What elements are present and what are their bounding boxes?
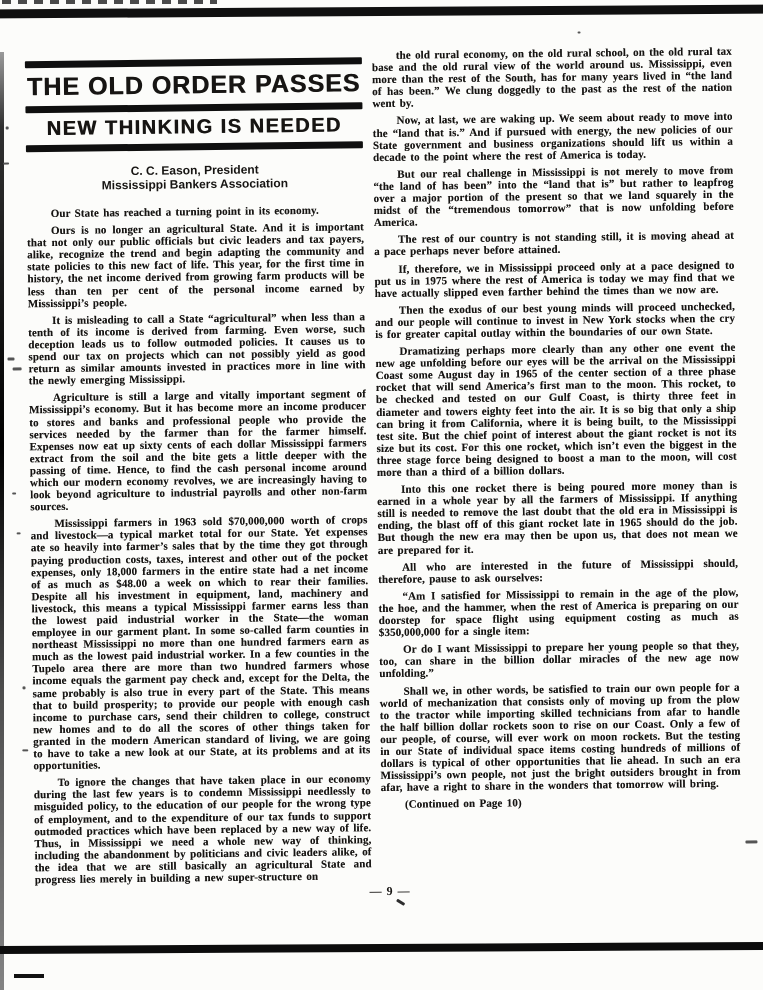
byline-author: C. C. Eason, President bbox=[130, 162, 259, 179]
byline-organization: Mississippi Bankers Association bbox=[101, 176, 289, 193]
left-column bbox=[25, 57, 372, 891]
article-title-line2: NEW THINKING IS NEEDED bbox=[46, 114, 342, 141]
byline bbox=[26, 161, 363, 193]
scan-speck bbox=[12, 492, 16, 494]
paragraph: “Am I satisfied for Mississippi to remain in the age of the plow, the hoe, and the hammer, when the rest of America is preparing on our doorstep for space flight using equipment costing as much as $350,000,000 for a single item: bbox=[378, 586, 739, 640]
paragraph: Into this one rocket there is being poured more money than is earned in a whole year by all the farmers of Mississippi. If anything still is needed to remove the last doubt that the old era in Mississippi is ending, the blast off of this giant rocket late in 1965 should do the job. But though the new era may then be upon us, that does not mean we are prepared for it. bbox=[377, 479, 738, 557]
scan-speck bbox=[3, 163, 9, 165]
scan-artifact-bottom-dash bbox=[14, 974, 44, 978]
continued-notice: (Continued on Page 10) bbox=[404, 797, 522, 812]
scan-artifact-footer-mark bbox=[396, 899, 405, 906]
paragraph: It is misleading to call a State “agricultural” when less than a tenth of its income is derived from farming. Even worse, such deception leads us to follow outmoded policies. It causes us to spend our tax on projects which can not possibly yield as good return as similar amounts invested in practices more in line with the newly emerging Mississippi. bbox=[28, 310, 366, 388]
paragraph: But our real challenge in Mississippi is not merely to move from “the land of has been” into the “land that is” but rather to leapfrog over a major portion of the present so that we land squarely in the midst of the “tremendous tomorrow” that is now unfolding before America. bbox=[373, 164, 734, 230]
paragraph: If, therefore, we in Mississippi proceed only at a pace designed to put us in 1975 where the rest of America is today we may find that we have actually slipped even farther behind the times than we now are. bbox=[374, 259, 735, 300]
scan-speck bbox=[578, 32, 581, 34]
left-column-text bbox=[27, 204, 372, 886]
scan-speck bbox=[6, 127, 9, 130]
paragraph: the old rural economy, on the old rural school, on the old rural tax base and the old rural view of the world around us. Mississippi, even more than the rest of the South, has for many years lived in “the land of has been.” We clung doggedly to the past as the rest of the nation went by. bbox=[371, 45, 733, 111]
paragraph: To ignore the changes that have taken place in our economy during the last few years is to condemn Mississippi needlessly to misguided policy, to the education of our people for the wrong type of employment, and to the expenditure of our tax funds to support outmoded practices which have been replaced by a new way of life. Thus, in Mississippi we need a whole new way of thinking, including the abandonment by politicians and civic leaders alike, of the idea that we are still basically an agricultural State and progress lies merely in building a new super-structure on bbox=[33, 773, 372, 887]
paragraph: Now, at last, we are waking up. We seem about ready to move into the “land that is.” And if pursued with energy, the new policies of our State government and business organizations should lift us within a decade to the point where the rest of America is today. bbox=[372, 111, 733, 164]
paragraph: Our State has reached a turning point in its economy. bbox=[50, 204, 319, 221]
scan-speck bbox=[22, 686, 25, 689]
scan-speck bbox=[17, 532, 21, 534]
article-masthead bbox=[25, 57, 363, 152]
scan-speck bbox=[745, 840, 757, 843]
paragraph: Agriculture is still a large and vitally important segment of Mississippi’s economy. But it has become more an income producer to stores and banks and professional people who provide the services needed by the farmer than for the farmer himself. Expenses now eat up sixty cents of each dollar Mississippi farmers extract from the soil and the bite gets a little deeper with the passing of time. Hence, to find the cash personal income around which our modern economy revolves, we are increasingly having to look beyond agriculture to industrial payrolls and other non-farm sources. bbox=[29, 388, 368, 514]
paragraph: All who are interested in the future of Mississippi should, therefore, pause to ask ourselves: bbox=[378, 557, 739, 586]
paragraph: The rest of our country is not standing still, it is moving ahead at a pace perhaps never before attained. bbox=[374, 229, 735, 259]
paragraph: Or do I want Mississippi to prepare her young people so that they, too, can share in the billion dollar miracles of the new age now unfolding.” bbox=[379, 639, 740, 681]
page-number: — 9 — bbox=[369, 883, 411, 899]
paragraph: Mississippi farmers in 1963 sold $70,000,000 worth of crops and livestock—a typical market total for our State. Yet expenses ate so heavily into farmer’s sales that by the time they got through paying production costs, taxes, interest and other out of the pocket expenses, only 18,000 farmers in the entire state had a net income of as much as $48.00 a week on which to rear their families. Despite all his investment in equipment, land, machinery and livestock, this means a typical Mississippi farmer earns less than the lowest paid industrial worker in the State—the woman employee in our garment plant. In some so-called farm counties in northeast Mississippi no more than one hundred farmers earn as much as the lowest paid industrial worker. In a few counties in the Tupelo area there are more than two hundred farmers whose income equals the garment pay check and, except for the Delta, the same probably is also true in every part of the State. This means that to build prosperity; to provide our people with enough cash income to purchase cars, send their children to college, construct new homes and to do all the scores of other things taken for granted in the modern American standard of living, we are going to have to take a new look at our State, at its problems and at its opportunities. bbox=[30, 514, 371, 773]
scan-speck bbox=[13, 367, 22, 370]
right-column bbox=[372, 46, 741, 817]
paragraph: Then the exodus of our best young minds will proceed unchecked, and our people will continue to invest in New York stocks when the cry is for greater capital outlay within the boundaries of our own State. bbox=[375, 300, 736, 342]
paragraph: Shall we, in other words, be satisfied to train our own people for a world of mechanization that consists only of moving up from the plow to the tractor while importing skilled technicians from afar to handle the half billion dollar rockets soon to rise on our Coast. Only a few of our people, of course, will ever work on moon rockets. But the testing in our State of individual space items costing hundreds of millions of dollars is typical of other opportunities that lie ahead. In such an era Mississippi’s own people, not just the bright outsiders brought in from afar, have a right to share in the wonders that tomorrow will bring. bbox=[379, 681, 741, 795]
article-title-line1: THE OLD ORDER PASSES bbox=[26, 69, 361, 102]
paragraph: Ours is no longer an agricultural State. And it is important that not only our public officials but civic leaders and tax payers, alike, recognize the trend and begin adapting the community and state policies to this new fact of life. This year, for the first time in history, the net income derived from growing farm products will be less than ten per cent of the personal income earned by Mississippi’s people. bbox=[27, 221, 365, 310]
right-column-text bbox=[372, 46, 741, 812]
scan-speck bbox=[22, 749, 28, 751]
scan-speck bbox=[7, 357, 14, 360]
paragraph: Dramatizing perhaps more clearly than any other one event the new age unfolding before our eyes will be the arrival on the Mississippi Coast some August day in 1965 of the center section of a three phase rocket that will send America’s first man to the moon. This rocket, to be checked and tested on our Gulf Coast, is thirty three feet in diameter and towers eighty feet into the air. It is so big that only a ship can bring it from California, where it is being built, to the Mississippi test site. But the chief point of interest about the giant rocket is not its size but its cost. For this one rocket, which isn’t even the biggest in the three stage force being designed to boost a man to the moon, will cost more than a third of a billion dollars. bbox=[375, 341, 737, 480]
